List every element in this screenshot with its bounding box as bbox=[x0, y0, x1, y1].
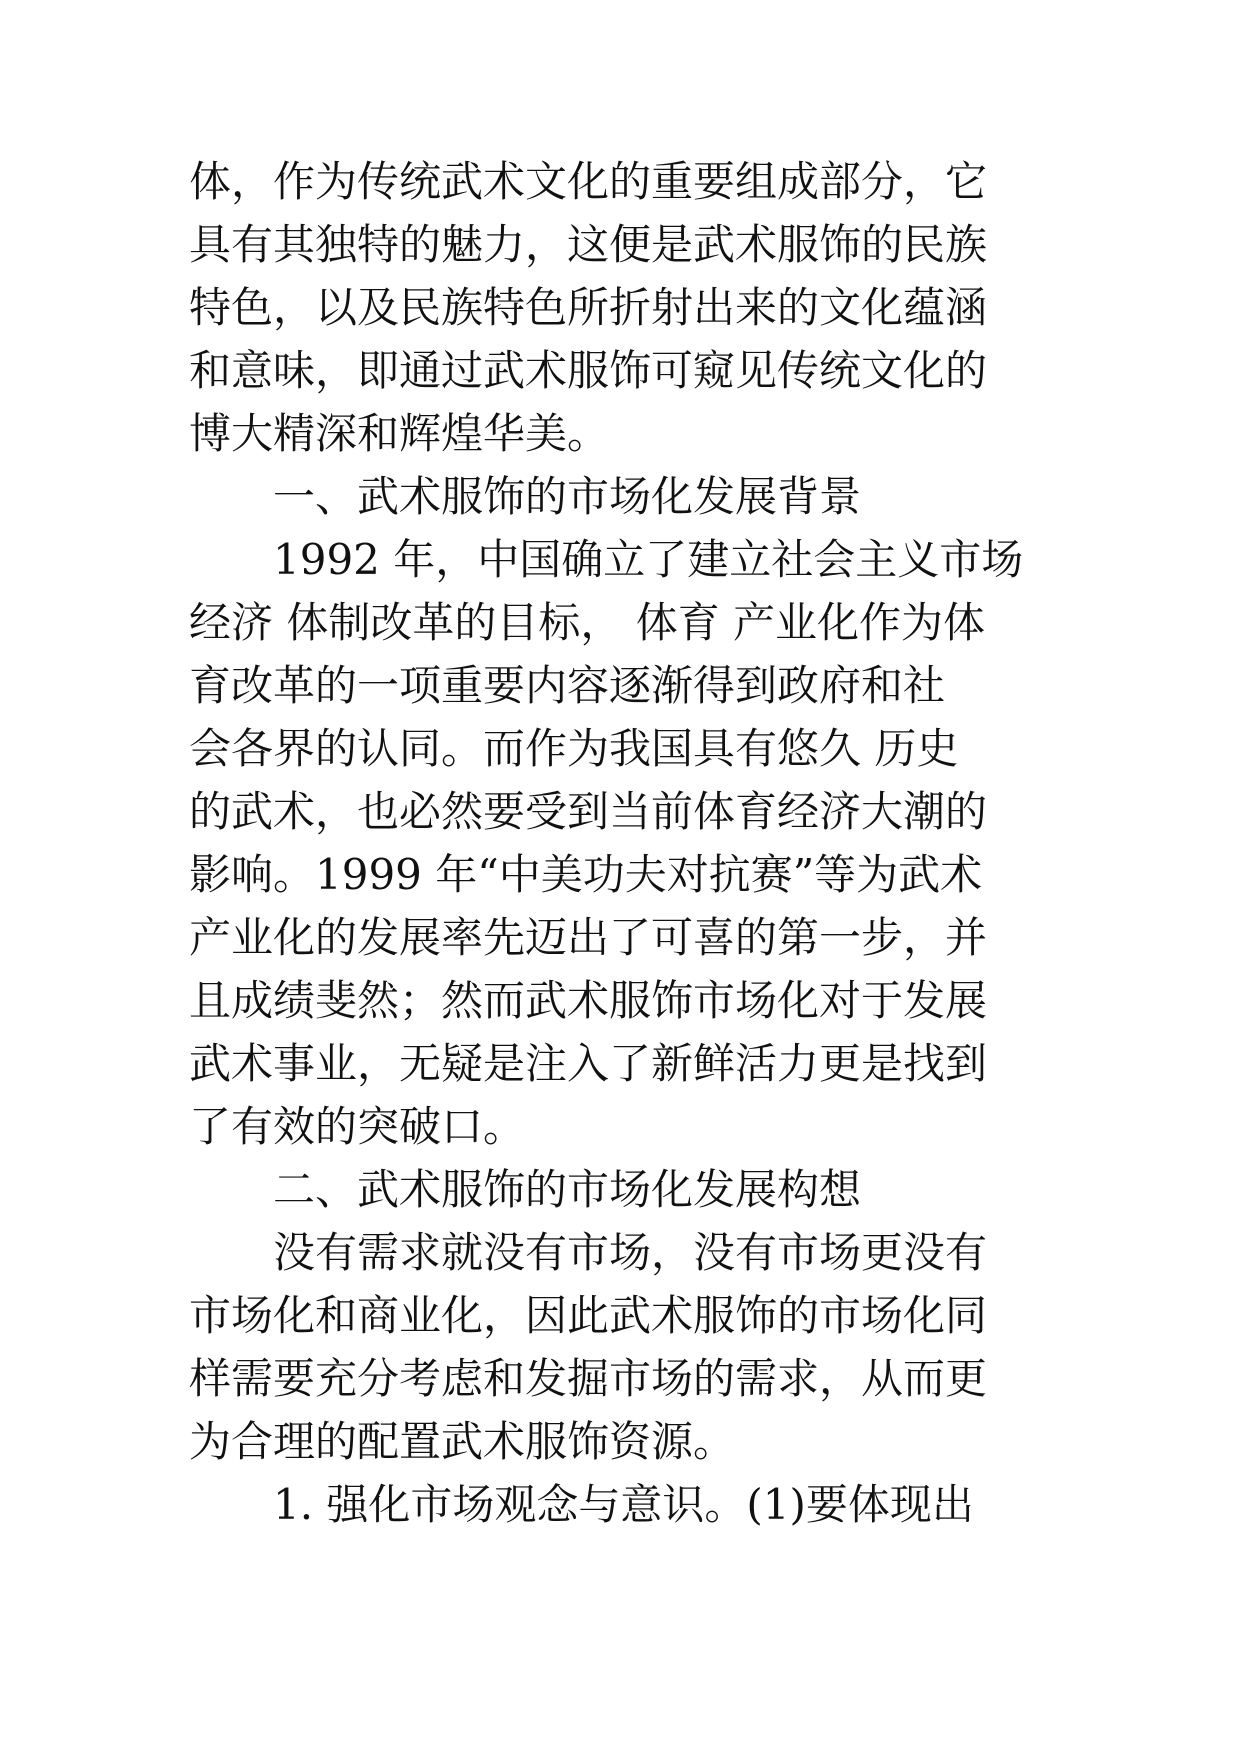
section-heading-1: 一、武术服饰的市场化发展背景 bbox=[189, 472, 862, 521]
text-line: 特色，以及民族特色所折射出来的文化蕴涵 bbox=[189, 283, 988, 332]
section-heading-2: 二、武术服饰的市场化发展构想 bbox=[189, 1165, 862, 1214]
text-line: 的武术，也必然要受到当前体育经济大潮的 bbox=[189, 787, 988, 836]
text-line: 育改革的一项重要内容逐渐得到政府和社 bbox=[189, 661, 946, 710]
text-line: 产业化的发展率先迈出了可喜的第一步，并 bbox=[189, 913, 988, 962]
text-line: 为合理的配置武术服饰资源。 bbox=[189, 1417, 736, 1466]
text-line: 博大精深和辉煌华美。 bbox=[189, 409, 610, 458]
text-line: 影响。1999 年“中美功夫对抗赛”等为武术 bbox=[189, 850, 983, 899]
text-line: 1992 年，中国确立了建立社会主义市场 bbox=[189, 535, 1024, 584]
text-line: 没有需求就没有市场，没有市场更没有 bbox=[189, 1228, 988, 1277]
text-line: 具有其独特的魅力，这便是武术服饰的民族 bbox=[189, 220, 988, 269]
subsection-heading: 1. 强化市场观念与意识。(1)要体现出 bbox=[189, 1480, 974, 1529]
text-line: 市场化和商业化，因此武术服饰的市场化同 bbox=[189, 1291, 988, 1340]
text-line: 和意味，即通过武术服饰可窥见传统文化的 bbox=[189, 346, 988, 395]
text-line: 经济 体制改革的目标， 体育 产业化作为体 bbox=[189, 598, 986, 647]
text-line: 样需要充分考虑和发掘市场的需求，从而更 bbox=[189, 1354, 988, 1403]
text-line: 武术事业，无疑是注入了新鲜活力更是找到 bbox=[189, 1039, 988, 1088]
text-line: 了有效的突破口。 bbox=[189, 1102, 526, 1151]
text-line: 会各界的认同。而作为我国具有悠久 历史 bbox=[189, 724, 959, 773]
text-line: 且成绩斐然；然而武术服饰市场化对于发展 bbox=[189, 976, 988, 1025]
body-text bbox=[189, 150, 1059, 1536]
text-line: 体，作为传统武术文化的重要组成部分，它 bbox=[189, 157, 988, 206]
